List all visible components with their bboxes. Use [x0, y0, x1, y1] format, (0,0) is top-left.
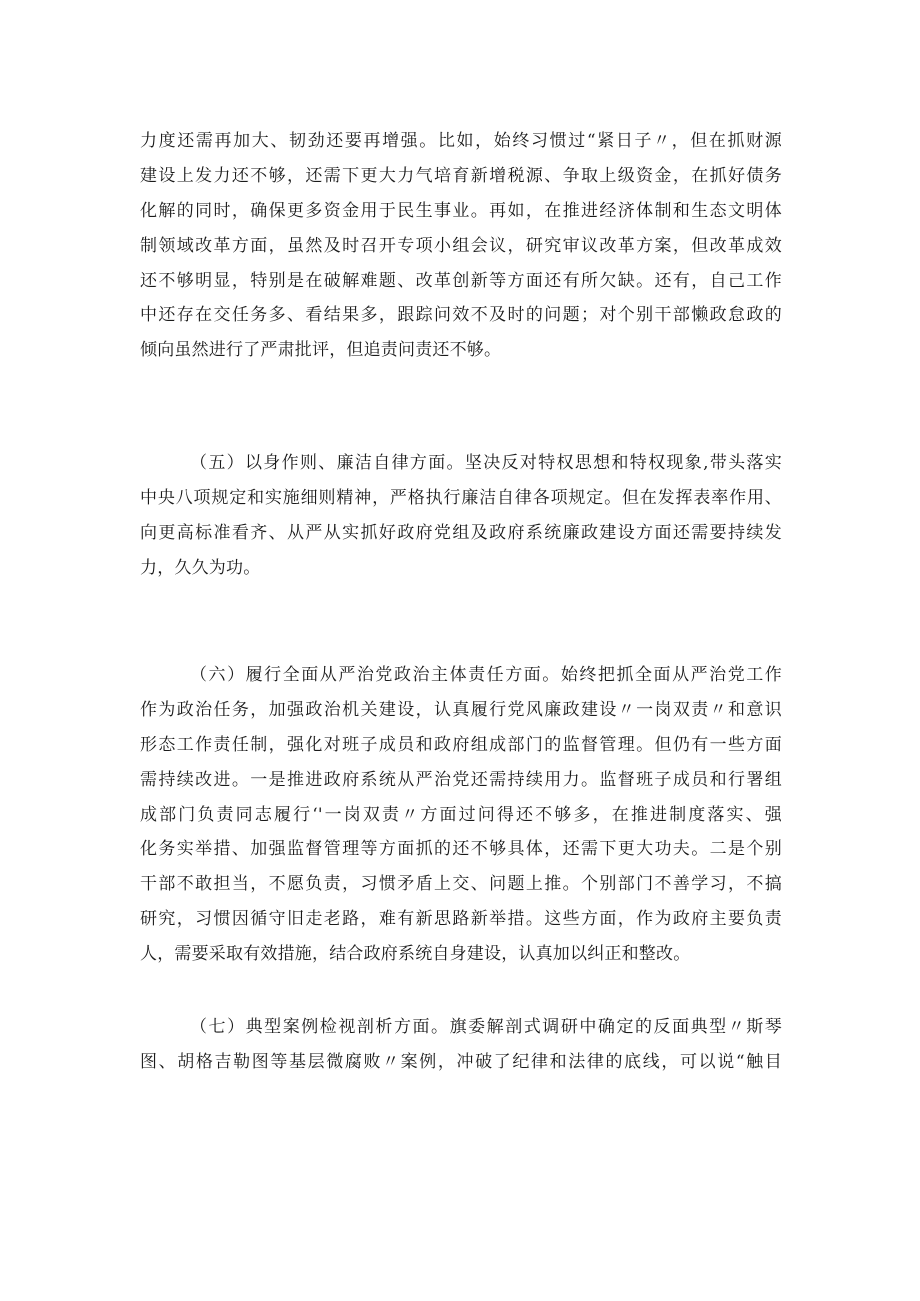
text-line: 还不够明显，特别是在破解难题、改革创新等方面还有所欠缺。还有，自己工作	[140, 270, 782, 291]
text-line: 作为政治任务，加强政治机关建设，认真履行党风廉政建设〃一岗双责〃和意识	[140, 699, 782, 720]
text-line: 倾向虽然进行了严肃批评，但追责问责还不够。	[140, 340, 502, 361]
paragraph-section-six	[140, 658, 782, 972]
section-heading-line: （五）以身作则、廉洁自律方面。坚决反对特权思想和特权现象,带头落实	[190, 453, 782, 473]
section-heading-line: （六）履行全面从严治党政治主体责任方面。始终把抓全面从严治党工作	[190, 665, 782, 685]
text-line: 中还存在交任务多、看结果多，跟踪问效不及时的问题；对个别干部懒政怠政的	[140, 305, 782, 326]
text-line: 成部门负责同志履行‘'一岗双责〃方面过问得还不够多，在推进制度落实、强	[140, 804, 782, 825]
paragraph-section-seven	[140, 1010, 782, 1080]
text-line: 研究，习惯因循守旧走老路，难有新思路新举措。这些方面，作为政府主要负责	[140, 909, 782, 930]
text-line: 力，久久为功。	[140, 557, 261, 578]
section-heading-line: （七）典型案例检视剖析方面。旗委解剖式调研中确定的反面典型〃斯琴	[190, 1017, 782, 1037]
text-line: 中央八项规定和实施细则精神，严格执行廉洁自律各项规定。但在发挥表率作用、	[140, 487, 782, 508]
text-line: 化务实举措、加强监督管理等方面抓的还不够具体，还需下更大功夫。二是个别	[140, 839, 782, 860]
text-line: 干部不敢担当，不愿负责，习惯矛盾上交、问题上推。个别部门不善学习，不搞	[140, 874, 782, 895]
paragraph-section-five	[140, 446, 782, 586]
text-line: 向更高标准看齐、从严从实抓好政府党组及政府系统廉政建设方面还需要持续发	[140, 522, 782, 543]
paragraph-continuation	[140, 124, 782, 368]
text-line: 需持续改进。一是推进政府系统从严治党还需持续用力。监督班子成员和行署组	[140, 769, 782, 790]
text-line: 人，需要采取有效措施，结合政府系统自身建设，认真加以纠正和整改。	[140, 944, 691, 965]
text-line: 制领域改革方面，虽然及时召开专项小组会议，研究审议改革方案，但改革成效	[140, 235, 782, 256]
text-line: 化解的同时，确保更多资金用于民生事业。再如，在推进经济体制和生态文明体	[140, 200, 782, 221]
text-line: 建设上发力还不够，还需下更大力气培育新增税源、争取上级资金，在抓好债务	[140, 165, 782, 186]
text-line: 图、胡格吉勒图等基层微腐败〃案例，冲破了纪律和法律的底线，可以说“触目	[140, 1051, 782, 1072]
text-line: 力度还需再加大、韧劲还要再增强。比如，始终习惯过“紧日子〃，但在抓财源	[140, 131, 782, 151]
text-line: 形态工作责任制，强化对班子成员和政府组成部门的监督管理。但仍有一些方面	[140, 734, 782, 755]
